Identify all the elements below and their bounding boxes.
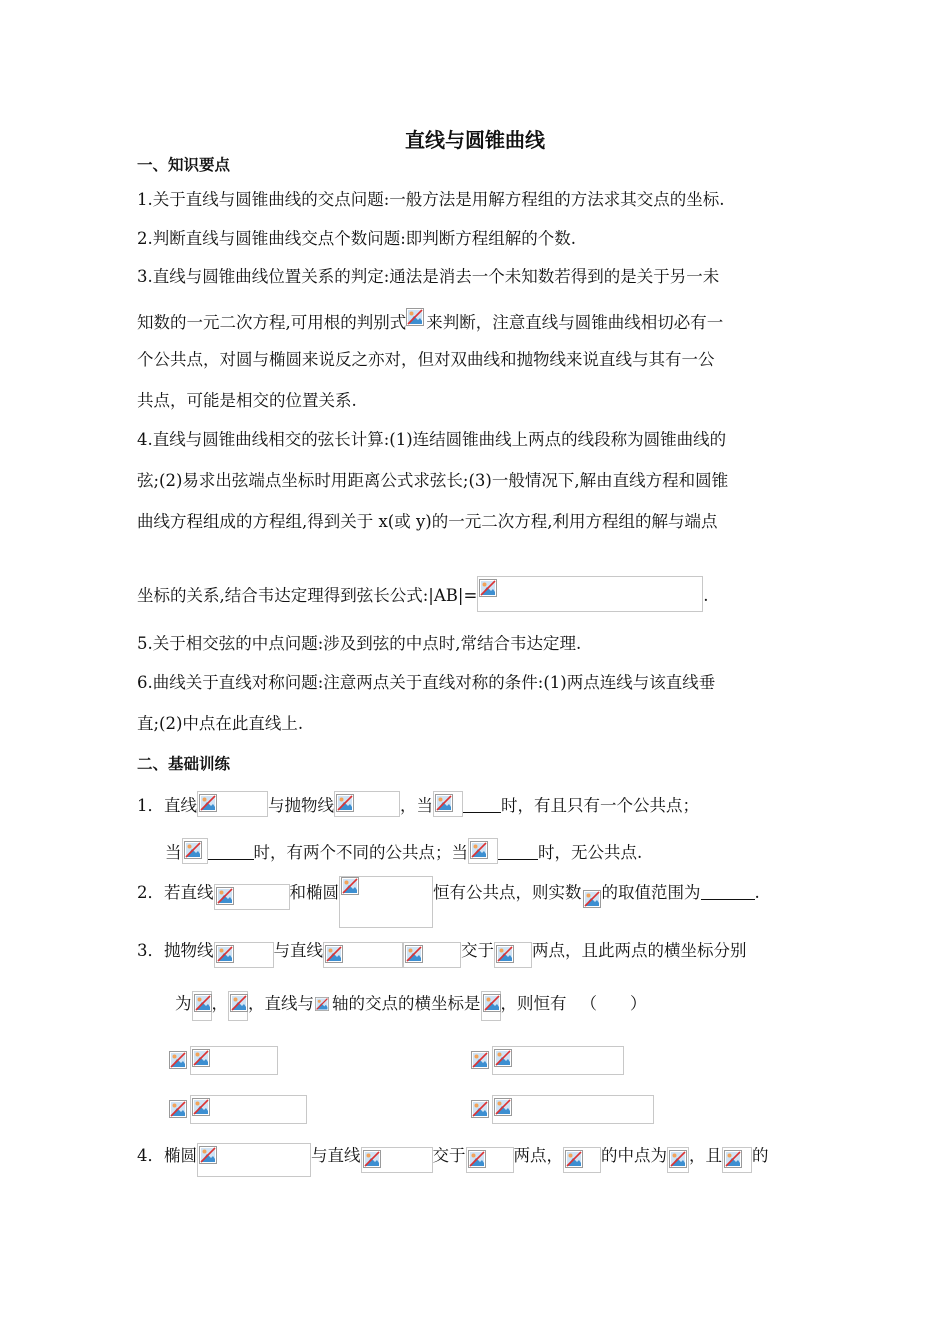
broken-image-icon [169, 1100, 187, 1118]
option-label-image [470, 1098, 492, 1124]
paragraph-5: 5.关于相交弦的中点问题:涉及到弦的中点时,常结合韦达定理. [137, 634, 582, 653]
formula-image [334, 791, 400, 817]
option-b[interactable] [470, 1046, 624, 1075]
answer-blank[interactable] [701, 884, 755, 900]
broken-image-icon [479, 579, 497, 597]
ellipse-formula-image [339, 876, 433, 928]
paragraph-3-line-2: 知数的一元二次方程,可用根的判别式 来判断，注意直线与圆锥曲线相切必有一 [137, 308, 723, 334]
broken-image-icon [325, 945, 343, 963]
formula-image [582, 886, 602, 912]
paragraph-3-line-4: 共点，可能是相交的位置关系. [137, 391, 357, 410]
formula-image [182, 838, 208, 864]
formula-image [314, 993, 332, 1019]
broken-image-icon [470, 841, 488, 859]
paragraph-2: 2.判断直线与圆锥曲线交点个数问题:即判断方程组解的个数. [137, 229, 577, 248]
ellipse-formula-image [197, 1143, 311, 1177]
paragraph-6-line-1: 6.曲线关于直线对称问题:注意两点关于直线对称的条件:(1)两点连线与该直线垂 [137, 673, 716, 692]
paragraph-4-line-4: 坐标的关系,结合韦达定理得到弦长公式:|AB|= . [137, 576, 709, 612]
option-label-image [168, 1049, 190, 1075]
broken-image-icon [184, 841, 202, 859]
formula-image [197, 791, 268, 817]
option-formula-image [492, 1046, 624, 1075]
broken-image-icon [494, 1049, 512, 1067]
broken-image-icon [336, 794, 354, 812]
broken-image-icon [192, 1049, 210, 1067]
formula-image [228, 991, 248, 1021]
question-3-line-1: 3．抛物线 与直线 交于 两点，且此两点的横坐标分别 [137, 940, 747, 968]
broken-image-icon [494, 1098, 512, 1116]
broken-image-icon [483, 994, 501, 1012]
broken-image-icon [216, 887, 234, 905]
broken-image-icon [216, 945, 234, 963]
formula-image [667, 1147, 689, 1173]
broken-image-icon [405, 945, 423, 963]
broken-image-icon [406, 308, 424, 326]
option-formula-image [190, 1095, 307, 1124]
broken-image-icon [341, 877, 359, 895]
broken-image-icon [194, 994, 212, 1012]
broken-image-icon [471, 1100, 489, 1118]
broken-image-icon [199, 794, 217, 812]
formula-image [323, 942, 403, 968]
broken-image-icon [363, 1150, 381, 1168]
broken-image-icon [583, 890, 601, 908]
question-4-line-1: 4．椭圆 与直线 交于 两点， 的中点为 ，且 的 [137, 1143, 769, 1177]
formula-image [563, 1147, 601, 1173]
answer-blank[interactable] [463, 797, 501, 813]
paragraph-6-line-2: 直;(2)中点在此直线上. [137, 714, 304, 733]
formula-image-icon [406, 308, 426, 334]
formula-image [466, 1147, 514, 1173]
broken-image-icon [169, 1051, 187, 1069]
broken-image-icon [724, 1150, 742, 1168]
chord-length-formula-image [477, 576, 703, 612]
answer-blank[interactable] [498, 844, 538, 860]
section-heading-knowledge: 一、知识要点 [137, 156, 231, 174]
formula-image [361, 1147, 433, 1173]
broken-image-icon [199, 1146, 217, 1164]
formula-image [481, 991, 501, 1021]
formula-image [433, 791, 463, 817]
formula-image [494, 942, 532, 968]
option-d[interactable] [470, 1095, 654, 1124]
broken-image-icon [230, 994, 248, 1012]
option-formula-image [492, 1095, 654, 1124]
option-formula-image [190, 1046, 278, 1075]
broken-image-icon [192, 1098, 210, 1116]
question-1-line-1: 1．直线 与抛物线 ，当 时，有且只有一个公共点； [137, 791, 699, 817]
broken-image-icon [315, 997, 329, 1011]
formula-image [214, 884, 290, 910]
broken-image-icon [565, 1150, 583, 1168]
formula-image [214, 942, 274, 968]
section-heading-training: 二、基础训练 [137, 755, 231, 773]
question-3-line-2: 为 ， ，直线与 轴的交点的横坐标是 ，则恒有 （ ） [175, 991, 647, 1021]
paragraph-4-line-1: 4.直线与圆锥曲线相交的弦长计算:(1)连结圆锥曲线上两点的线段称为圆锥曲线的 [137, 430, 727, 449]
broken-image-icon [669, 1150, 687, 1168]
answer-blank[interactable] [208, 844, 254, 860]
formula-image [403, 942, 461, 968]
paragraph-4-line-2: 弦;(2)易求出弦端点坐标时用距离公式求弦长;(3)一般情况下,解由直线方程和圆锥 [137, 471, 729, 490]
broken-image-icon [435, 794, 453, 812]
paragraph-4-line-3: 曲线方程组成的方程组,得到关于 x(或 y)的一元二次方程,利用方程组的解与端点 [137, 512, 718, 531]
question-2: 2．若直线 和椭圆 恒有公共点，则实数 的取值范围为 . [137, 876, 760, 928]
option-c[interactable] [168, 1095, 307, 1124]
option-a[interactable] [168, 1046, 278, 1075]
formula-image [722, 1147, 752, 1173]
question-1-line-2: 当 时，有两个不同的公共点；当 时，无公共点. [165, 838, 642, 864]
option-label-image [168, 1098, 190, 1124]
paragraph-3-line-1: 3.直线与圆锥曲线位置关系的判定:通法是消去一个未知数若得到的是关于另一未 [137, 267, 720, 286]
page-title: 直线与圆锥曲线 [405, 128, 545, 152]
formula-image [468, 838, 498, 864]
paragraph-1: 1.关于直线与圆锥曲线的交点问题:一般方法是用解方程组的方法求其交点的坐标. [137, 190, 725, 209]
broken-image-icon [471, 1051, 489, 1069]
paragraph-3-line-3: 个公共点，对圆与椭圆来说反之亦对，但对双曲线和抛物线来说直线与其有一公 [137, 350, 715, 369]
broken-image-icon [468, 1150, 486, 1168]
formula-image [192, 991, 212, 1021]
broken-image-icon [496, 945, 514, 963]
option-label-image [470, 1049, 492, 1075]
